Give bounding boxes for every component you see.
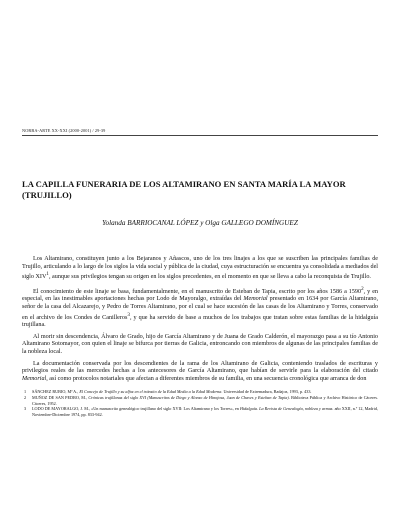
- paragraph-text: El conocimiento de este linaje se basa, fundamentalmente, en el manuscrito de Esteban de Tapia, escrito por los años 1586 a 1590: [33, 288, 362, 295]
- paragraph-text: Al morir sin descendencia, Álvaro de Grado, hijo de García Altamirano y de Juana de Grado Calderón, el mayorazgo pasa a su tío Antonio Altamirano Sotomayor, con quien el linaje se bifurca por tierras de Galicia, entroncando con miembros de algunas de las principales familias de la nobleza local.: [22, 333, 378, 356]
- header-rule: [22, 135, 378, 136]
- article-title: LA CAPILLA FUNERARIA DE LOS ALTAMIRANO EN SANTA MARÍA LA MAYOR (TRUJILLO): [22, 179, 346, 200]
- footnote-text: SÁNCHEZ RUBIO, Mª A.,: [32, 389, 80, 395]
- paragraph-text: presentado en 1634 por García Altamirano, señor de la casa del Alcazarejo, y Pedro de Torres Altamirano, por el cual se hace sucesión de las casas de los Altamirano y Torres, conservado en el archivo de los Condes de Canilleros: [22, 296, 378, 321]
- footnote-ref[interactable]: 2: [361, 285, 364, 292]
- footnote-text: . año XXII, n.º 12, Madrid, Noviembre-Diciembre 1974, pp. 833-942.: [32, 406, 378, 417]
- footnote-3: [22, 406, 378, 417]
- paragraph-text: La documentación conservada por los descendientes de la rama de los Altamirano de Galicia, conteniendo traslados de escrituras y privilegios reales de las mercedes hechas a los antecesores de García Altamirano, que habían de servirle para la elaboración del citado: [22, 360, 378, 375]
- paragraph-2: [22, 286, 378, 330]
- footnote-text: . Biblioteca Pública y Archivo Histórico de Cáceres. Cáceres, 1952.: [32, 395, 378, 406]
- emphasis-text: Memorial: [243, 296, 268, 303]
- paragraph-3: [22, 334, 378, 357]
- paragraph-text: , y en especial, en las inestimables aportaciones hechas por Lodo de Mayoralgo, extraídas del: [22, 288, 378, 303]
- paragraph-text: , aunque sus privilegios tengan su origen en los siglos precedentes, en el momento en que se lleva a cabo la reconquista de Trujillo.: [48, 274, 371, 281]
- footnote-number: 1: [24, 389, 27, 395]
- running-head: NORBA-ARTE XX-XXI (2000-2001) / 29-39: [22, 128, 106, 133]
- paragraph-1: [22, 256, 378, 282]
- paragraph-text: , y que ha servido de base a muchos de los trabajos que tratan sobre estas familias de la hidalguía trujillana.: [22, 314, 378, 329]
- footnote-emphasis: Hidalguía. La Revista de Genealogía, nobleza y armas: [239, 406, 333, 412]
- footnote-2: [22, 395, 378, 406]
- paragraph-text: Los Altamirano, constituyen junto a los Bejaranos y Añascos, uno de los tres linajes a los que se suscriben las principales familias de Trujillo, articulando a lo largo de los siglos la vida social y pública de la ciudad, cuya estructuración se encuentra ya consolidada a mediados del siglo XIV: [22, 256, 378, 281]
- article-authors: Yolanda BARRIOCANAL LÓPEZ y Olga GALLEGO DOMÍNGUEZ: [102, 219, 298, 227]
- footnotes: [22, 389, 378, 417]
- paragraph-text: , así como protocolos notariales que afectan a diferentes miembros de su familia, en una secuencia cronológica que arranca de don: [46, 375, 367, 382]
- footnote-number: 2: [24, 395, 27, 401]
- footnote-ref[interactable]: 3: [127, 311, 130, 318]
- paragraph-4: [22, 361, 378, 384]
- emphasis-text: Memorial: [22, 375, 47, 382]
- footnote-text: LODO DE MAYORALGO, J. M., «Un manuscrito genealógico trujillano del siglo XVII: Los Altamirano y los Torres», en: [32, 406, 240, 412]
- footnote-emphasis: El Concejo de Trujillo y su alfoz en el tránsito de la Edad Media a la Edad Moderna: [79, 389, 222, 395]
- footnote-ref[interactable]: 1: [46, 271, 49, 278]
- footnote-number: 3: [24, 406, 27, 412]
- article-body: [22, 256, 378, 417]
- footnote-text: MUÑOZ DE SAN PEDRO, M.,: [32, 395, 89, 401]
- footnote-emphasis: Crónicas trujillanas del siglo XVI (Manuscritos de Diego y Alonso de Hinojosa, Juan de Chaves y Esteban de Tapia): [88, 395, 289, 401]
- footnote-text: . Universidad de Extremadura, Badajoz, 1993, p. 433.: [221, 389, 312, 395]
